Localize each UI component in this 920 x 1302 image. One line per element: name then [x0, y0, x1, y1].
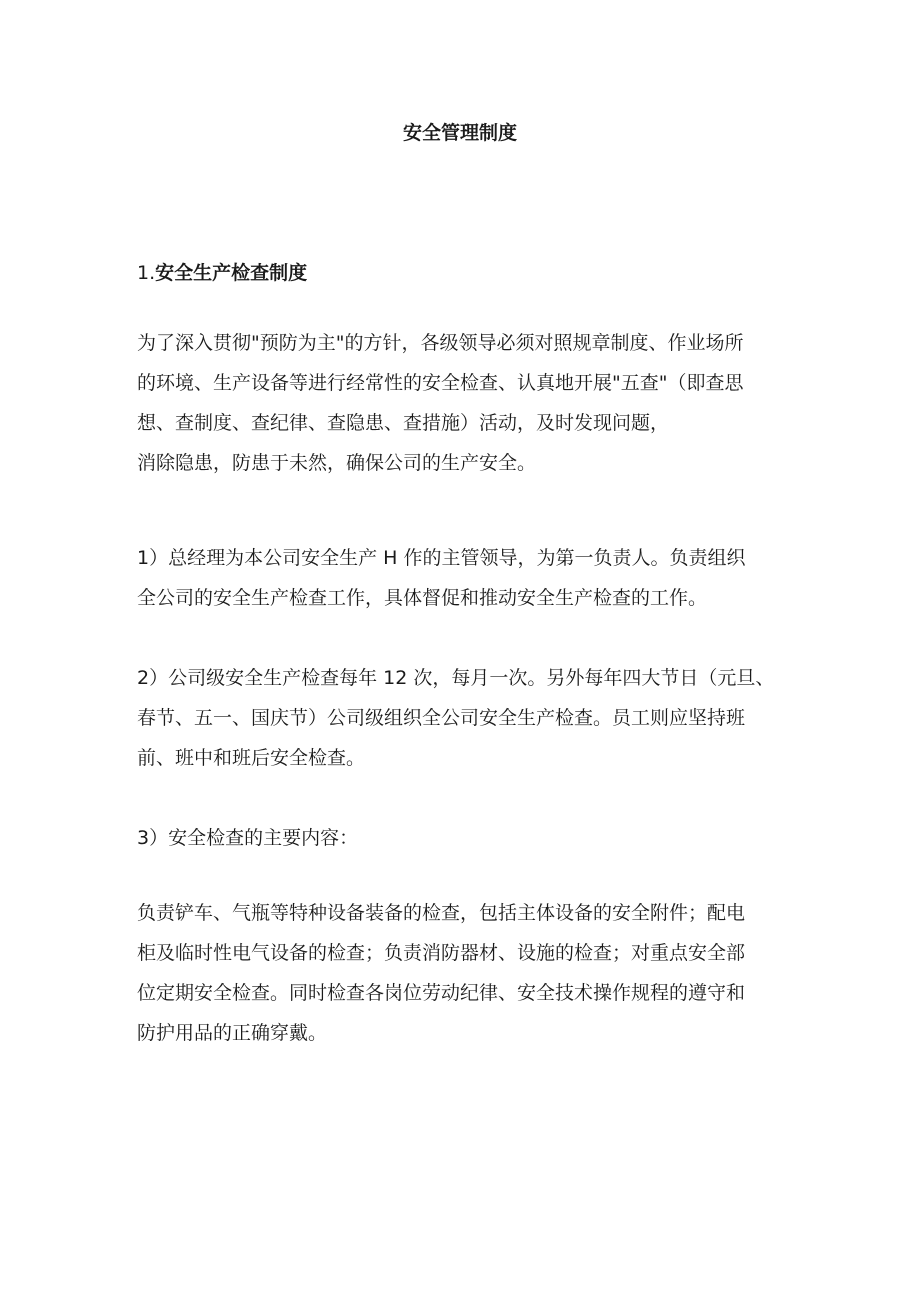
paragraph-line: 防护用品的正确穿戴。	[137, 1022, 328, 1044]
paragraph-line: 负责铲车、气瓶等特种设备装备的检查，包括主体设备的安全附件；配电	[137, 902, 746, 924]
paragraph-item-1	[137, 538, 797, 618]
paragraph-line: 柜及临时性电气设备的检查；负责消防器材、设施的检查；对重点安全部	[137, 942, 746, 964]
document-title: 安全管理制度	[402, 122, 517, 144]
paragraph-line: 为了深入贯彻"预防为主"的方针，各级领导必须对照规章制度、作业场所	[137, 332, 744, 354]
paragraph-line: 全公司的安全生产检查工作，具体督促和推动安全生产检查的工作。	[137, 587, 708, 609]
paragraph-line: 3）安全检查的主要内容：	[137, 827, 359, 849]
paragraph-line: 的环境、生产设备等进行经常性的安全检查、认真地开展"五查"（即查思	[137, 372, 744, 394]
section-heading	[137, 258, 307, 288]
paragraph-item-2	[137, 658, 797, 778]
paragraph-line: 春节、五一、国庆节）公司级组织全公司安全生产检查。员工则应坚持班	[137, 707, 746, 729]
paragraph-intro	[137, 323, 797, 483]
paragraph-line: 消除隐患，防患于未然，确保公司的生产安全。	[137, 452, 537, 474]
paragraph-line: 前、班中和班后安全检查。	[137, 747, 366, 769]
section-heading-text: 安全生产检查制度	[155, 262, 308, 284]
section-number: 1.	[137, 262, 156, 284]
paragraph-line: 1）总经理为本公司安全生产 H 作的主管领导，为第一负责人。负责组织	[137, 547, 746, 569]
paragraph-line: 位定期安全检查。同时检查各岗位劳动纪律、安全技术操作规程的遵守和	[137, 982, 746, 1004]
paragraph-item-3	[137, 818, 797, 858]
paragraph-inspection-content	[137, 893, 797, 1053]
paragraph-line: 2）公司级安全生产检查每年 12 次，每月一次。另外每年四大节日（元旦、	[137, 667, 775, 689]
paragraph-line: 想、查制度、查纪律、查隐患、查措施）活动，及时发现问题，	[137, 412, 670, 434]
